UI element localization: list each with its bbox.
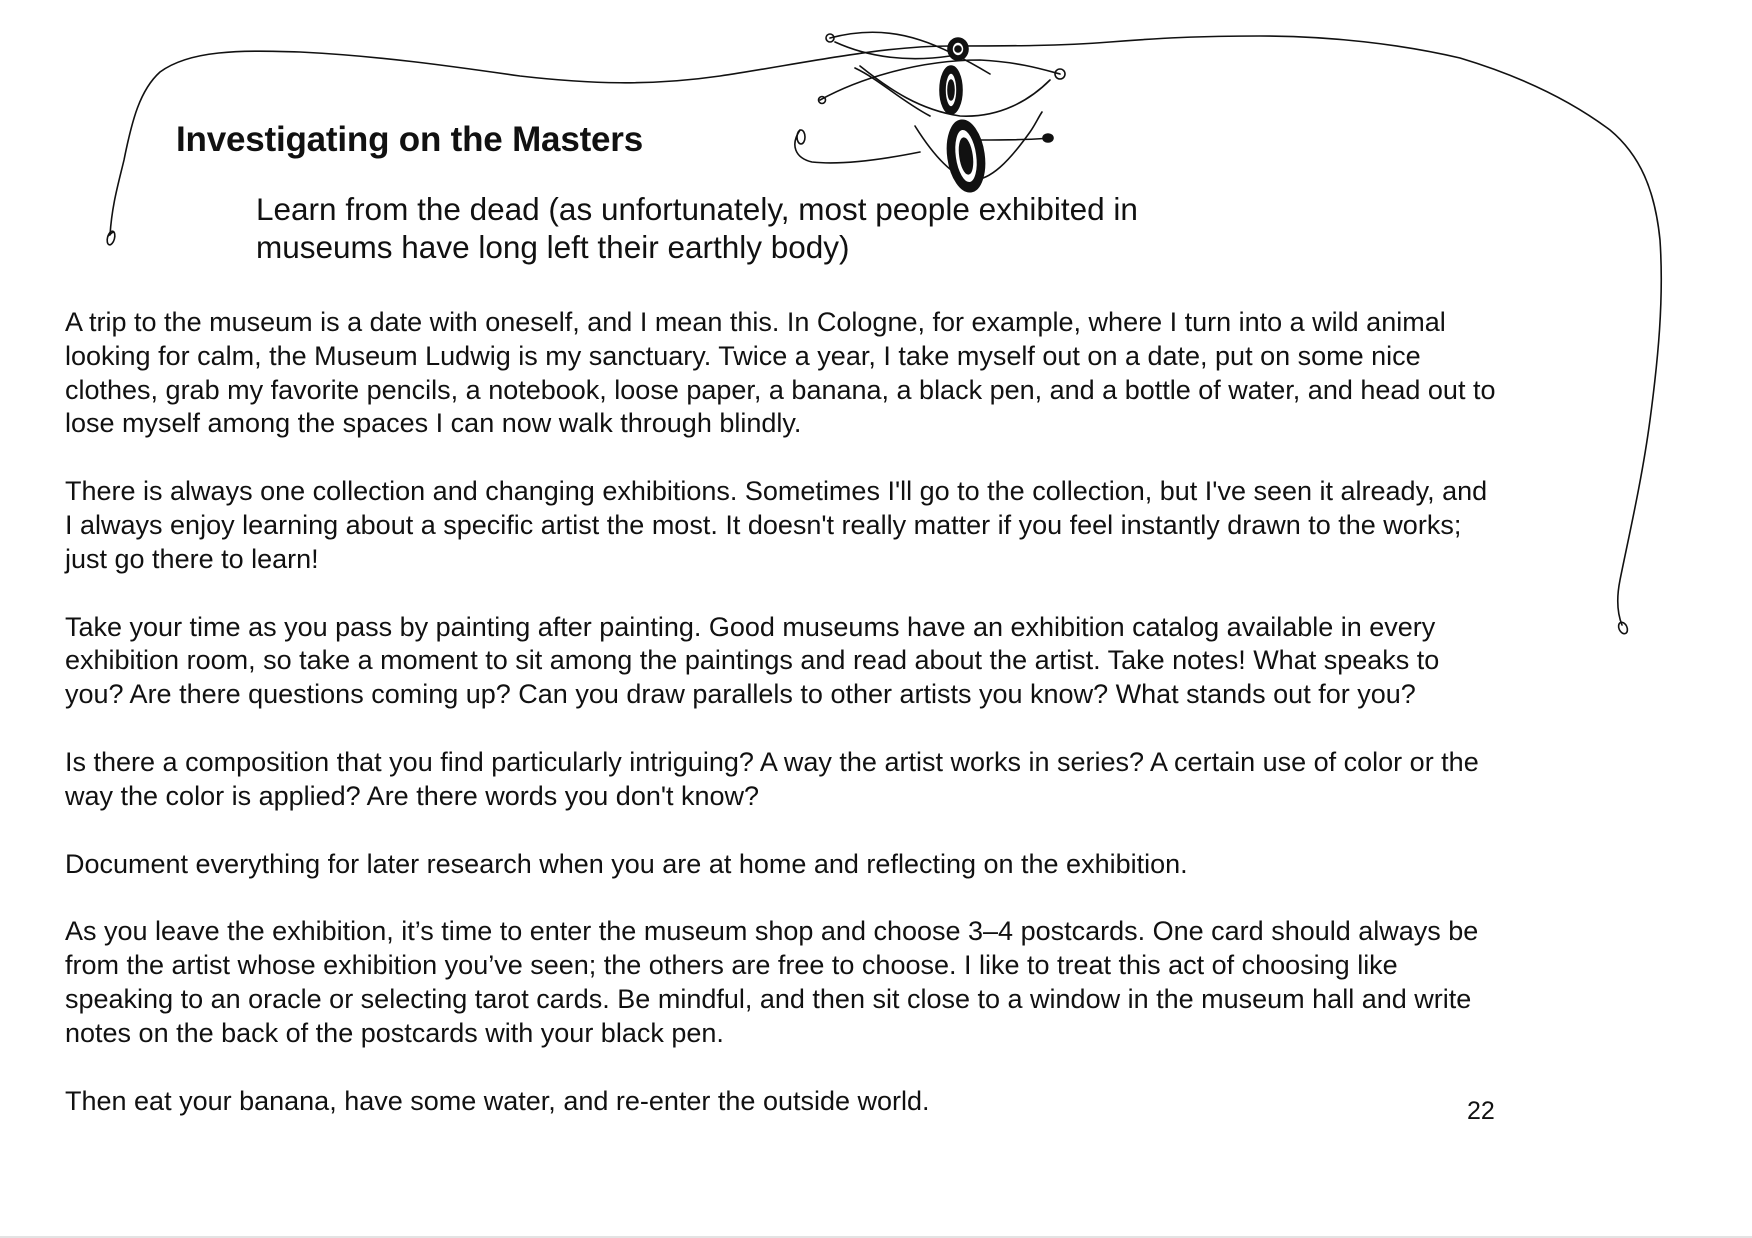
paragraph-document: [65, 848, 1625, 882]
body-text: [65, 306, 1625, 1152]
text-line: Take your time as you pass by painting after painting. Good museums have an exhibition catalog available in every: [65, 611, 1436, 642]
text-line: speaking to an oracle or selecting tarot cards. Be mindful, and then sit close to a window in the museum hall and write: [65, 983, 1472, 1014]
subtitle-line: Learn from the dead (as unfortunately, most people exhibited in: [256, 191, 1138, 227]
text-line: looking for calm, the Museum Ludwig is my sanctuary. Twice a year, I take myself out on a date, put on some nice: [65, 340, 1421, 371]
text-line: I always enjoy learning about a specific artist the most. It doesn't really matter if you feel instantly drawn to the works;: [65, 509, 1462, 540]
paragraph-postcards: [65, 915, 1625, 1050]
text-line: just go there to learn!: [65, 543, 319, 574]
subtitle-line: museums have long left their earthly body): [256, 229, 850, 265]
subtitle: [256, 190, 1236, 266]
text-line: you? Are there questions coming up? Can you draw parallels to other artists you know? What stands out for you?: [65, 679, 1416, 710]
text-line: notes on the back of the postcards with your black pen.: [65, 1017, 724, 1048]
text-line: way the color is applied? Are there words you don't know?: [65, 780, 760, 811]
paragraph-take-your-time: [65, 611, 1625, 712]
text-line: A trip to the museum is a date with oneself, and I mean this. In Cologne, for example, where I turn into a wild animal: [65, 307, 1446, 337]
paragraph-museum-date: [65, 306, 1625, 441]
text-line: There is always one collection and changing exhibitions. Sometimes I'll go to the collection, but I've seen it already, and: [65, 476, 1488, 507]
paragraph-collections: [65, 475, 1625, 576]
text-line: As you leave the exhibition, it’s time to enter the museum shop and choose 3–4 postcards. One card should always be: [65, 916, 1479, 947]
text-line: from the artist whose exhibition you’ve seen; the others are free to choose. I like to treat this act of choosing like: [65, 950, 1398, 981]
text-line: clothes, grab my favorite pencils, a notebook, loose paper, a banana, a black pen, and a bottle of water, and head out to: [65, 374, 1496, 405]
text-line: lose myself among the spaces I can now walk through blindly.: [65, 408, 802, 439]
text-line: Is there a composition that you find particularly intriguing? A way the artist works in series? A certain use of color or the: [65, 746, 1479, 777]
page-number: 22: [1467, 1097, 1495, 1125]
paragraph-banana: [65, 1085, 1625, 1119]
paragraph-composition: [65, 746, 1625, 814]
text-line: Then eat your banana, have some water, and re-enter the outside world.: [65, 1085, 930, 1116]
text-line: exhibition room, so take a moment to sit among the paintings and read about the artist. Take notes! What speaks to: [65, 645, 1440, 676]
page-title: Investigating on the Masters: [176, 120, 643, 159]
text-line: Document everything for later research when you are at home and reflecting on the exhibition.: [65, 848, 1188, 879]
